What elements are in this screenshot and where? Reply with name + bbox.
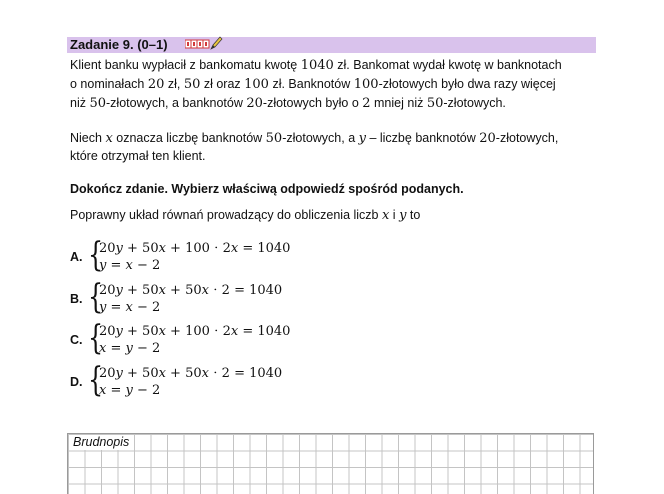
question-text: i xyxy=(389,208,400,222)
math-number: 2 xyxy=(362,96,371,111)
definition-text: -złotowych, xyxy=(495,131,559,145)
intro-text: Klient banku wypłacił z bankomatu kwotę xyxy=(70,58,301,72)
intro-text: niż xyxy=(70,96,90,110)
intro-text: -złotowych było o xyxy=(262,96,363,110)
math-number: 1040 xyxy=(300,58,334,73)
math-variable: x xyxy=(105,131,113,146)
brace-icon: { xyxy=(88,277,104,317)
equation-2: 𝑦 = 𝑥 − 2 xyxy=(99,258,161,273)
intro-text: -złotowych. xyxy=(443,96,506,110)
equation-2: 𝑦 = 𝑥 − 2 xyxy=(99,300,161,315)
question xyxy=(70,206,420,225)
math-number: 50 xyxy=(265,131,283,146)
intro-text: mniej niż xyxy=(370,96,427,110)
brace-icon: { xyxy=(88,318,104,358)
definition-line-1 xyxy=(70,129,558,148)
grid-and-pencil-icon xyxy=(185,36,225,52)
question-text: to xyxy=(406,208,421,222)
question-text: Poprawny układ równań prowadzący do obliczenia liczb xyxy=(70,208,382,222)
equation-1: 20𝑦 + 50𝑥 + 100 ⋅ 2𝑥 = 1040 xyxy=(99,324,291,339)
option-letter: B. xyxy=(70,292,83,306)
math-number: 100 xyxy=(353,77,379,92)
intro-text: zł. Banknotów xyxy=(268,77,354,91)
equation-2: 𝑥 = 𝑦 − 2 xyxy=(99,341,161,356)
definition-text: – liczbę banknotów xyxy=(365,131,480,145)
math-number: 20 xyxy=(147,77,165,92)
definition-line-2: które otrzymał ten klient. xyxy=(70,149,206,163)
math-number: 20 xyxy=(246,96,263,111)
definition-text: -złotowych, a xyxy=(282,131,359,145)
intro-line-1 xyxy=(70,56,562,75)
definition-text: Niech xyxy=(70,131,106,145)
scratch-label: Brudnopis xyxy=(70,435,132,450)
intro-text: zł oraz xyxy=(200,77,245,91)
math-number: 20 xyxy=(479,131,496,146)
math-number: 50 xyxy=(426,96,444,111)
math-number: 100 xyxy=(244,77,269,92)
math-variable: x xyxy=(381,208,390,223)
equation-1: 20𝑦 + 50𝑥 + 50𝑥 ⋅ 2 = 1040 xyxy=(99,366,283,381)
equation-2: 𝑥 = 𝑦 − 2 xyxy=(99,383,161,398)
brace-icon: { xyxy=(88,360,104,400)
intro-text: o nominałach xyxy=(70,77,148,91)
intro-text: zł. Bankomat wydał kwotę w banknotach xyxy=(333,58,562,72)
intro-line-3 xyxy=(70,94,506,113)
math-variable: y xyxy=(358,131,366,146)
definition-text: oznacza liczbę banknotów xyxy=(112,131,266,145)
option-letter: A. xyxy=(70,250,83,264)
math-number: 50 xyxy=(183,77,201,92)
option-letter: D. xyxy=(70,375,83,389)
instruction: Dokończ zdanie. Wybierz właściwą odpowiedź spośród podanych. xyxy=(70,182,464,196)
math-variable: y xyxy=(399,208,407,223)
option-letter: C. xyxy=(70,333,83,347)
intro-text: -złotowych, a banknotów xyxy=(106,96,247,110)
scratch-grid xyxy=(67,433,594,494)
math-number: 50 xyxy=(89,96,106,111)
intro-text: zł, xyxy=(164,77,184,91)
intro-line-2 xyxy=(70,75,556,94)
task-title: Zadanie 9. (0–1) xyxy=(70,37,168,52)
equation-1: 20𝑦 + 50𝑥 + 50𝑥 ⋅ 2 = 1040 xyxy=(99,283,283,298)
intro-text: -złotowych było dwa razy więcej xyxy=(378,77,556,91)
equation-1: 20𝑦 + 50𝑥 + 100 ⋅ 2𝑥 = 1040 xyxy=(99,241,291,256)
brace-icon: { xyxy=(88,235,104,275)
